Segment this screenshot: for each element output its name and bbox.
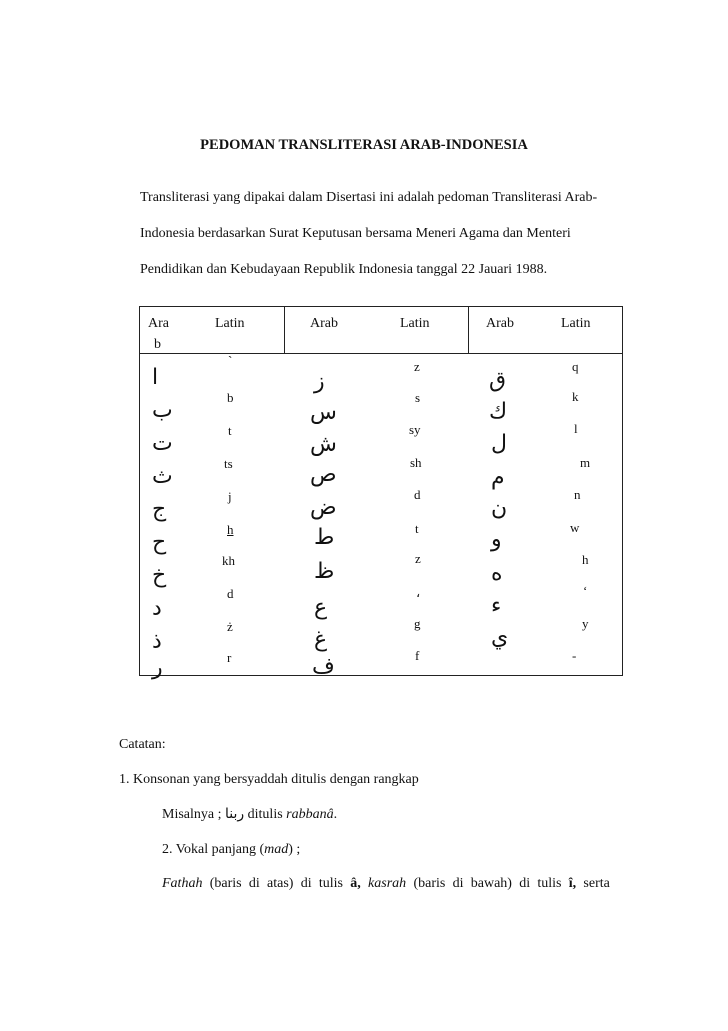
arab-letter: ف: [312, 654, 335, 679]
latin-letter: h: [582, 552, 589, 567]
latin-letter: q: [572, 359, 579, 374]
arab-letter: ذ: [152, 629, 162, 654]
note-item-2: [162, 842, 300, 858]
latin-letter: n: [574, 487, 581, 502]
arab-letter: غ: [314, 627, 328, 652]
example-end: .: [333, 807, 338, 822]
arab-letter: ي: [491, 625, 509, 650]
arab-letter: ء: [491, 593, 502, 618]
latin-letter: sy: [409, 422, 421, 437]
arab-letter: ض: [310, 495, 337, 520]
latin-letter: f: [415, 648, 420, 663]
header-arab-2: Arab: [310, 316, 338, 331]
latin-letter: ‘: [583, 583, 588, 598]
latin-letter: d: [414, 487, 421, 502]
latin-letter: s: [415, 390, 421, 405]
latin-letter: ،: [416, 585, 421, 600]
intro-line-1: Transliterasi yang dipakai dalam Disertasi ini adalah pedoman Transliterasi Arab-: [140, 190, 598, 205]
arab-letter: و: [491, 527, 502, 552]
arab-letter: د: [152, 596, 162, 621]
notes-heading: Catatan:: [119, 737, 166, 752]
example-arabic: ربنا: [225, 806, 245, 822]
arab-letter: ج: [152, 497, 167, 522]
arab-letter: ل: [491, 431, 507, 456]
latin-letter: kh: [222, 553, 235, 568]
table-header-divider: [140, 353, 622, 354]
arab-letter: ز: [314, 369, 325, 394]
arab-letter: ح: [152, 530, 167, 555]
arab-letter: ن: [491, 496, 508, 521]
intro-line-2: Indonesia berdasarkan Surat Keputusan bersama Meneri Agama dan Menteri: [140, 226, 571, 241]
line-word: tulis: [537, 876, 562, 891]
latin-letter: `: [228, 353, 233, 368]
line-word: (baris: [413, 876, 446, 891]
header-arab-1: Ara: [148, 316, 169, 331]
latin-letter: h: [227, 522, 234, 537]
line-word: serta: [583, 876, 610, 891]
table-header-separator: [468, 307, 469, 353]
arab-letter: خ: [152, 563, 167, 588]
latin-letter: g: [414, 616, 421, 631]
arab-letter: ب: [152, 398, 173, 423]
note-vowel-line: [162, 876, 610, 892]
latin-letter: ż: [227, 619, 233, 634]
latin-letter: -: [572, 648, 577, 663]
header-arab-3: Arab: [486, 316, 514, 331]
example-middle: ditulis: [247, 807, 283, 822]
latin-letter: r: [227, 650, 232, 665]
arab-letter: ش: [310, 432, 337, 457]
header-arab-1-wrap: b: [154, 337, 161, 352]
latin-letter: b: [227, 390, 234, 405]
arab-letter: ث: [152, 464, 173, 489]
line-word: atas): [267, 876, 294, 891]
latin-letter: z: [414, 359, 420, 374]
example-word: rabbanâ: [286, 807, 334, 822]
arab-letter: ر: [152, 655, 163, 680]
line-word: di: [452, 876, 464, 891]
arab-letter: ط: [314, 525, 335, 550]
line-word: di: [248, 876, 260, 891]
latin-letter: j: [228, 489, 232, 504]
latin-letter: m: [580, 455, 591, 470]
line-word: â,: [350, 876, 361, 891]
arab-letter: س: [310, 400, 337, 425]
arab-letter: ت: [152, 431, 173, 456]
line-word: (baris: [209, 876, 242, 891]
document-title: PEDOMAN TRANSLITERASI ARAB-INDONESIA: [200, 137, 528, 153]
item2-suffix: ) ;: [288, 842, 301, 857]
arab-letter: ه: [491, 561, 503, 586]
example-line: [162, 806, 337, 823]
line-word: di: [519, 876, 531, 891]
line-word: di: [300, 876, 312, 891]
header-latin-2: Latin: [400, 316, 430, 331]
line-word: bawah): [470, 876, 512, 891]
latin-letter: t: [415, 521, 419, 536]
arab-letter: ك: [489, 399, 508, 424]
latin-letter: ts: [224, 456, 233, 471]
line-word: î,: [568, 876, 577, 891]
note-item-1: 1. Konsonan yang bersyaddah ditulis dengan rangkap: [119, 772, 419, 787]
arab-letter: ص: [310, 462, 337, 487]
arab-letter: ق: [489, 368, 507, 393]
latin-letter: k: [572, 389, 579, 404]
latin-letter: z: [415, 551, 421, 566]
latin-letter: sh: [410, 455, 422, 470]
header-latin-3: Latin: [561, 316, 591, 331]
table-header-separator: [284, 307, 285, 353]
item2-prefix: 2. Vokal panjang (: [162, 842, 265, 857]
item2-italic: mad: [264, 842, 289, 857]
intro-line-3: Pendidikan dan Kebudayaan Republik Indonesia tanggal 22 Jauari 1988.: [140, 262, 548, 277]
latin-letter: t: [228, 423, 232, 438]
latin-letter: y: [582, 616, 589, 631]
arab-letter: ظ: [314, 559, 335, 584]
line-word: Fathah: [162, 876, 203, 891]
arab-letter: م: [491, 465, 505, 490]
latin-letter: w: [570, 520, 580, 535]
header-latin-1: Latin: [215, 316, 245, 331]
arab-letter: ا: [152, 365, 159, 390]
transliteration-table: [139, 306, 623, 680]
latin-letter: d: [227, 586, 234, 601]
example-prefix: Misalnya ;: [162, 807, 222, 822]
latin-letter: l: [574, 421, 578, 436]
arab-letter: ع: [314, 595, 328, 620]
line-word: kasrah: [368, 876, 407, 891]
line-word: tulis: [318, 876, 344, 891]
